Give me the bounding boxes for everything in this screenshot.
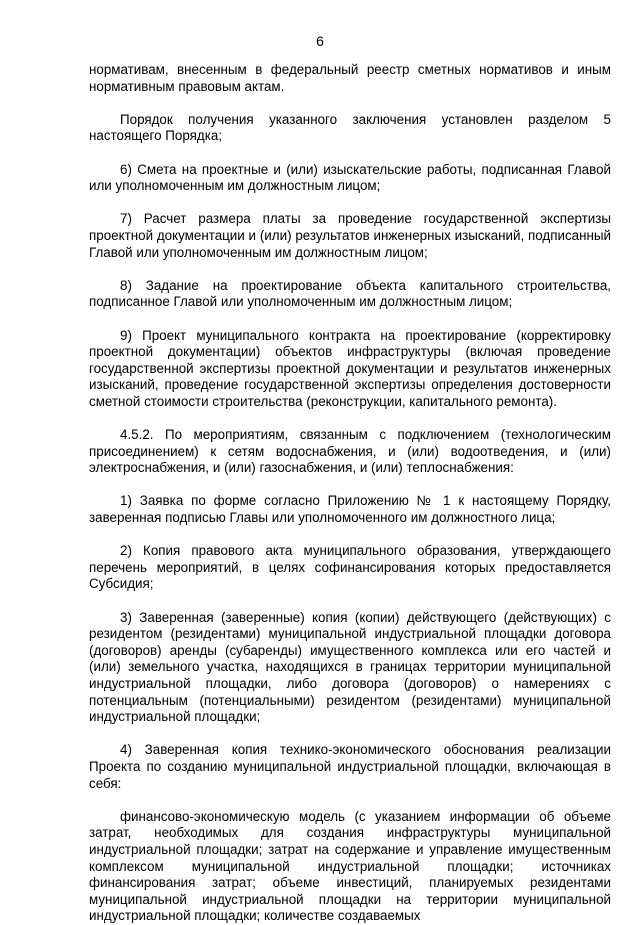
- paragraph-financial-model: финансово-экономическую модель (с указанием информации об объеме затрат, необходимых для создания инфраструктуры муниципальной индустриальной площадки; затрат на содержание и управление имущественным комплексом муниципальной индустриальной площадки; источниках финансирования затрат; объеме инвестиций, планируемых резидентами муниципальной индустриальной площадки на территории муниципальной индустриальной площадки; количестве создаваемых: [89, 808, 611, 924]
- paragraph-item-2: 2) Копия правового акта муниципального образования, утверждающего перечень мероприятий, в целях софинансирования которых предоставляется Субсидия;: [89, 543, 611, 592]
- paragraph-item-8: 8) Задание на проектирование объекта капитального строительства, подписанное Главой или уполномоченным им должностным лицом;: [89, 277, 611, 310]
- page-number: 6: [316, 33, 324, 49]
- paragraph-item-1: 1) Заявка по форме согласно Приложению № 1 к настоящему Порядку, заверенная подписью Главы или уполномоченного им должностного лица;: [89, 493, 611, 526]
- document-body: [89, 62, 611, 925]
- paragraph-section-4-5-2: 4.5.2. По мероприятиям, связанным с подключением (технологическим присоединением) к сетям водоснабжения, и (или) водоотведения, и (или) электроснабжения, и (или) газоснабжения, и (или) теплоснабжения:: [89, 427, 611, 476]
- paragraph-item-6: 6) Смета на проектные и (или) изыскательские работы, подписанная Главой или уполномоченным им должностным лицом;: [89, 161, 611, 194]
- paragraph-continuation: нормативам, внесенным в федеральный реестр сметных нормативов и иным нормативным правовым актам.: [89, 62, 611, 94]
- paragraph-item-7: 7) Расчет размера платы за проведение государственной экспертизы проектной документации и (или) результатов инженерных изысканий, подписанный Главой или уполномоченным им должностным лицом;: [89, 211, 611, 260]
- paragraph-item-3: 3) Заверенная (заверенные) копия (копии) действующего (действующих) с резидентом (резидентами) муниципальной индустриальной площадки договора (договоров) аренды (субаренды) имущественного комплекса или его частей и (или) земельного участка, находящихся в границах территории муниципальной индустриальной площадки, либо договора (договоров) о намерениях с потенциальным (потенциальными) резидентом (резидентами) муниципальной индустриальной площадки;: [89, 609, 611, 725]
- paragraph-item-9: 9) Проект муниципального контракта на проектирование (корректировку проектной документации) объектов инфраструктуры (включая проведение государственной экспертизы проектной документации и результатов инженерных изысканий, проведение государственной экспертизы определения достоверности сметной стоимости строительства (реконструкции, капитального ремонта).: [89, 327, 611, 409]
- paragraph-item-4: 4) Заверенная копия технико-экономического обоснования реализации Проекта по созданию муниципальной индустриальной площадки, включающая в себя:: [89, 742, 611, 791]
- paragraph-conclusion-procedure: Порядок получения указанного заключения установлен разделом 5 настоящего Порядка;: [89, 111, 611, 144]
